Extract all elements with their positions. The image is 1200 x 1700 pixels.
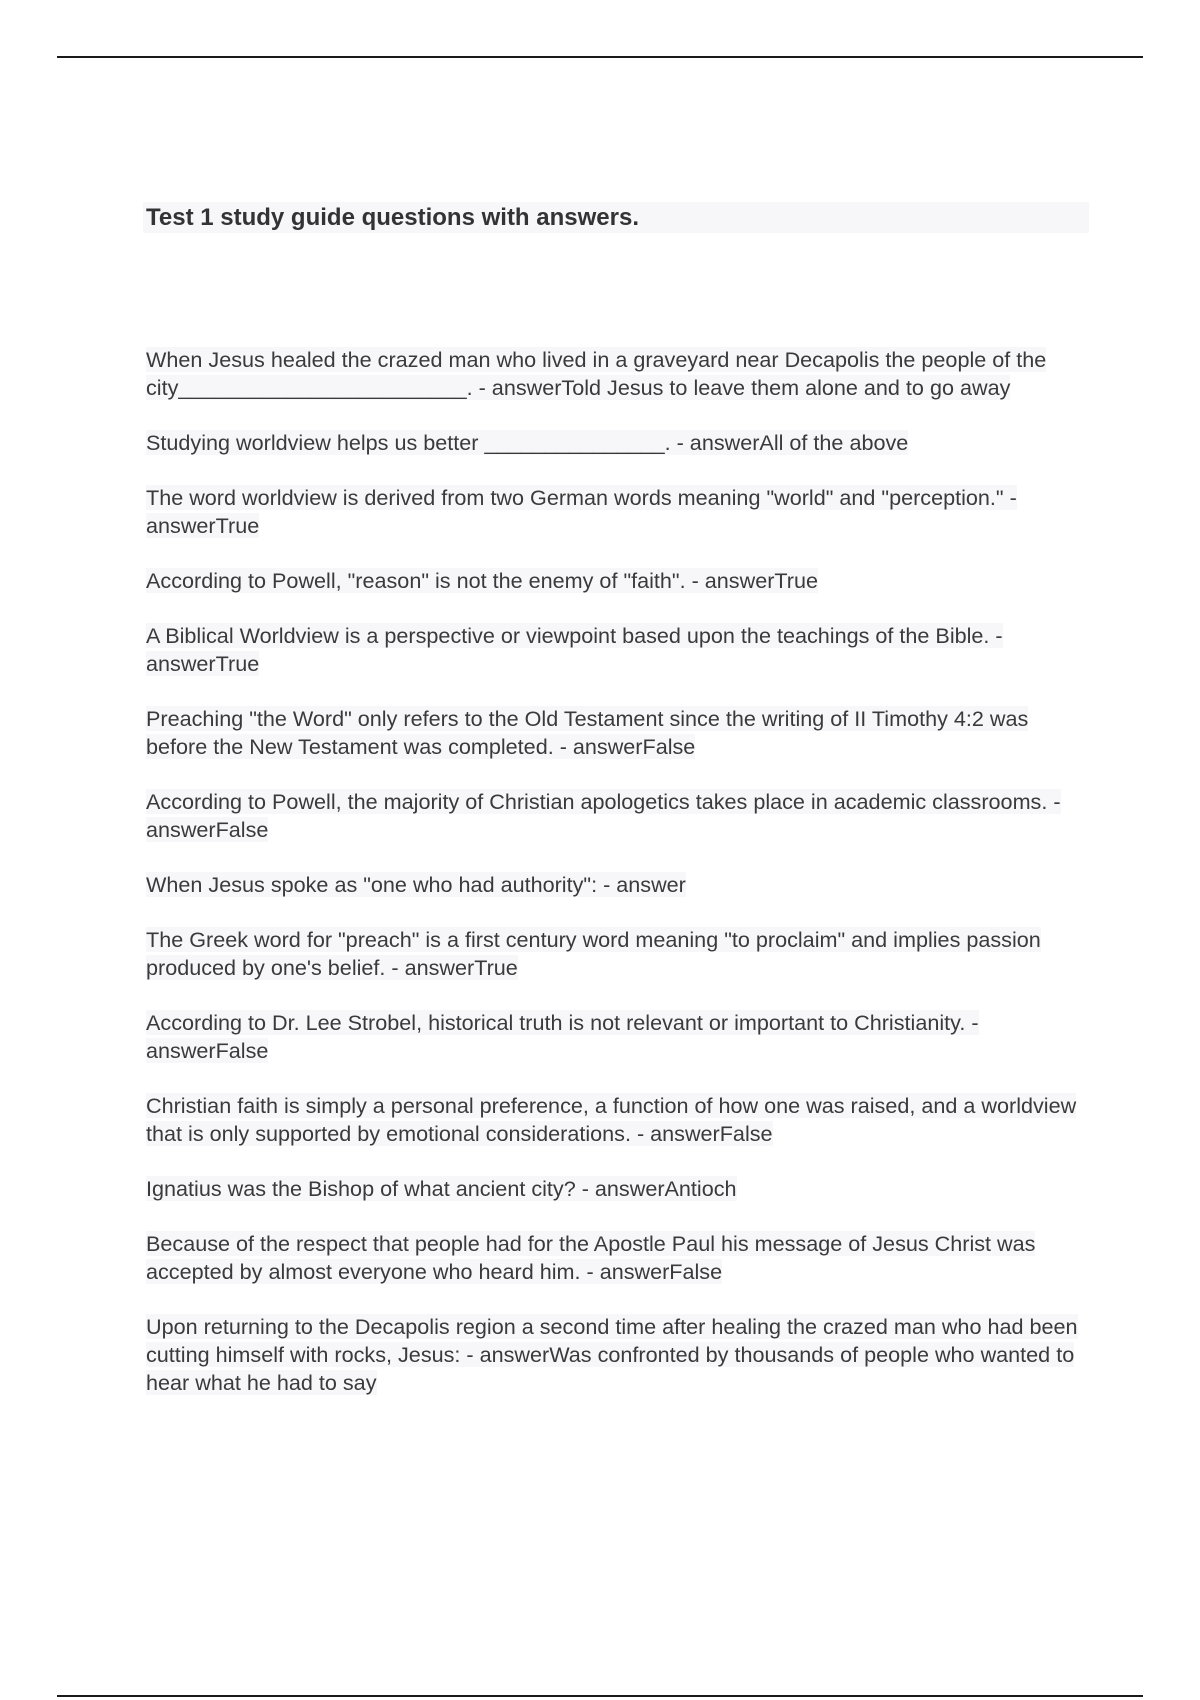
qa-item-6 bbox=[146, 705, 1090, 761]
top-rule bbox=[57, 56, 1143, 58]
qa-item-14 bbox=[146, 1313, 1090, 1397]
qa-text: When Jesus healed the crazed man who lived in a graveyard near Decapolis the people of the city________________________. - answerTold Jesus to leave them alone and to go away bbox=[146, 347, 1047, 400]
qa-item-11 bbox=[146, 1092, 1090, 1148]
qa-text: Preaching "the Word" only refers to the Old Testament since the writing of II Timothy 4:2 was before the New Testament was completed. - answerFalse bbox=[146, 706, 1029, 759]
qa-item-13 bbox=[146, 1230, 1090, 1286]
qa-text: According to Powell, the majority of Christian apologetics takes place in academic classrooms. - answerFalse bbox=[146, 789, 1061, 842]
qa-text: Upon returning to the Decapolis region a second time after healing the crazed man who had been cutting himself with rocks, Jesus: - answerWas confronted by thousands of people who wanted to hear what he had to say bbox=[146, 1314, 1078, 1395]
qa-text: According to Powell, "reason" is not the enemy of "faith". - answerTrue bbox=[146, 568, 818, 593]
qa-item-12 bbox=[146, 1175, 1090, 1203]
qa-item-3 bbox=[146, 484, 1090, 540]
question-answer-list bbox=[146, 346, 1090, 1424]
qa-text: The word worldview is derived from two German words meaning "world" and "perception." - answerTrue bbox=[146, 485, 1017, 538]
qa-item-4 bbox=[146, 567, 1090, 595]
qa-text: When Jesus spoke as "one who had authority": - answer bbox=[146, 872, 686, 897]
qa-item-10 bbox=[146, 1009, 1090, 1065]
qa-text: A Biblical Worldview is a perspective or viewpoint based upon the teachings of the Bible. - answerTrue bbox=[146, 623, 1003, 676]
qa-text: Because of the respect that people had for the Apostle Paul his message of Jesus Christ was accepted by almost everyone who heard him. - answerFalse bbox=[146, 1231, 1036, 1284]
qa-text: Studying worldview helps us better _______________. - answerAll of the above bbox=[146, 430, 909, 455]
qa-text: According to Dr. Lee Strobel, historical truth is not relevant or important to Christianity. - answerFalse bbox=[146, 1010, 979, 1063]
document-title: Test 1 study guide questions with answers. bbox=[146, 204, 639, 231]
qa-item-1 bbox=[146, 346, 1090, 402]
qa-item-9 bbox=[146, 926, 1090, 982]
qa-item-2 bbox=[146, 429, 1090, 457]
qa-item-5 bbox=[146, 622, 1090, 678]
qa-item-7 bbox=[146, 788, 1090, 844]
qa-item-8 bbox=[146, 871, 1090, 899]
bottom-rule bbox=[57, 1695, 1143, 1697]
qa-text: Ignatius was the Bishop of what ancient city? - answerAntioch bbox=[146, 1176, 737, 1201]
qa-text: Christian faith is simply a personal preference, a function of how one was raised, and a worldview that is only supported by emotional considerations. - answerFalse bbox=[146, 1093, 1077, 1146]
qa-text: The Greek word for "preach" is a first century word meaning "to proclaim" and implies passion produced by one's belief. - answerTrue bbox=[146, 927, 1041, 980]
